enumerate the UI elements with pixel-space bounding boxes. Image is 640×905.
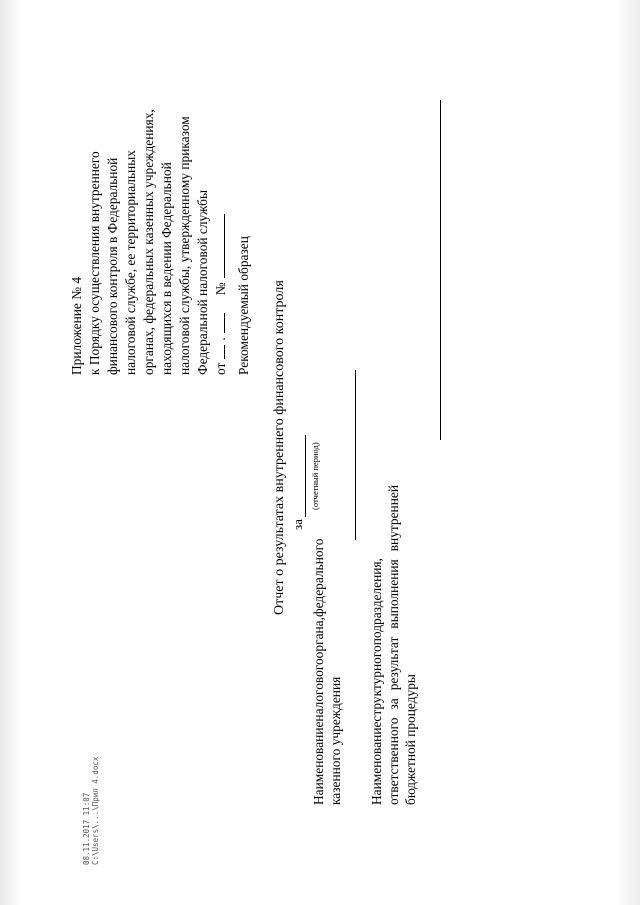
appendix-line: налоговой службы, утвержденному приказом <box>177 116 192 375</box>
authority-field-label <box>310 538 344 805</box>
division-field-label <box>368 485 419 805</box>
label-line: казенного учреждения <box>328 676 343 805</box>
stamp-line: C:\Users\...\Прил 4.docx <box>91 756 100 865</box>
label-word: выполнения <box>386 559 401 629</box>
appendix-line: налоговой службе, ее территориальных <box>123 150 138 375</box>
division-field-blank <box>440 100 441 440</box>
appendix-line: Приложение № 4 <box>69 276 84 375</box>
date-separator: . <box>213 337 228 341</box>
from-label: от <box>213 362 228 375</box>
order-date-number-line <box>212 30 230 375</box>
period-row <box>290 435 306 530</box>
appendix-line: органах, федеральных казенных учреждениях, <box>141 109 156 375</box>
number-label: № <box>213 282 228 296</box>
appendix-line: Федеральной налоговой службы <box>195 190 210 375</box>
period-prefix: за <box>290 519 305 530</box>
label-word: внутренней <box>386 485 401 552</box>
label-word: федерального <box>311 538 326 618</box>
label-word: результат <box>386 636 401 691</box>
period-blank <box>291 435 306 517</box>
number-blank <box>212 214 225 278</box>
day-blank <box>212 345 225 359</box>
label-word: ответственного <box>386 717 401 805</box>
label-word: подразделения, <box>369 558 384 646</box>
period-caption: (отчетный период) <box>310 442 320 510</box>
appendix-line: финансового контроля в Федеральной <box>105 157 120 375</box>
authority-field-blank <box>355 370 356 540</box>
scan-shadow-top <box>0 0 22 905</box>
appendix-line: к Порядку осуществления внутреннего <box>87 151 102 375</box>
recommended-sample-label: Рекомендуемый образец <box>236 236 251 375</box>
label-word: Наименование <box>369 721 384 805</box>
file-stamp <box>82 757 100 865</box>
stamp-line: 08.11.2017 11:07 <box>82 792 91 865</box>
label-word: органа, <box>311 617 326 659</box>
appendix-line: находящихся в ведении Федеральной <box>159 162 174 375</box>
label-word: за <box>386 698 401 710</box>
label-word: налогового <box>311 658 326 722</box>
label-line: бюджетной процедуры <box>403 674 418 805</box>
label-word: Наименование <box>311 721 326 805</box>
report-title: Отчет о результатах внутреннего финансового контроля <box>272 280 287 615</box>
scan-shadow-bottom <box>615 0 640 905</box>
label-word: структурного <box>369 645 384 722</box>
month-blank <box>212 313 225 333</box>
appendix-block <box>68 30 230 375</box>
